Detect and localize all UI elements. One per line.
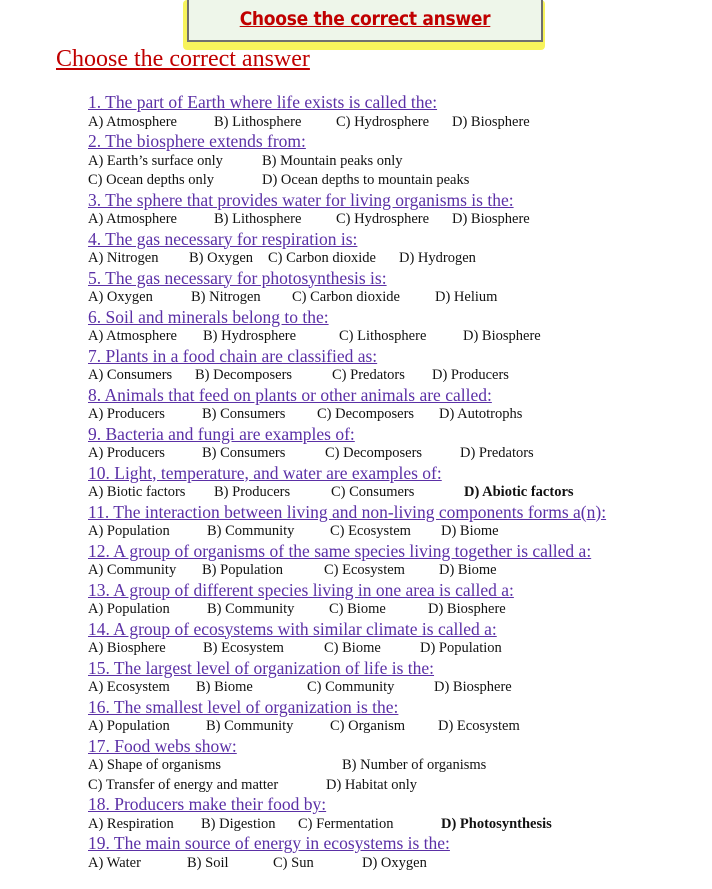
question-7 bbox=[88, 347, 698, 386]
question-8 bbox=[88, 386, 698, 425]
answer-option: C) Biome bbox=[324, 640, 381, 656]
answer-option: B) Community bbox=[207, 601, 295, 617]
answer-option: C) Ecosystem bbox=[330, 523, 411, 539]
question-stem: 14. A group of ecosystems with similar climate is called a: bbox=[88, 618, 497, 639]
answer-option: D) Biosphere bbox=[452, 211, 530, 227]
question-stem: 2. The biosphere extends from: bbox=[88, 131, 306, 151]
options-row bbox=[88, 561, 698, 581]
options-row bbox=[88, 113, 698, 133]
question-10 bbox=[88, 464, 698, 503]
options-row bbox=[88, 600, 698, 620]
options-row bbox=[88, 405, 698, 425]
answer-option: A) Water bbox=[88, 854, 141, 871]
answer-option: B) Mountain peaks only bbox=[262, 152, 403, 169]
answer-option: A) Atmosphere bbox=[88, 113, 177, 130]
question-stem: 8. Animals that feed on plants or other animals are called: bbox=[88, 384, 492, 405]
question-stem: 16. The smallest level of organization is the: bbox=[88, 696, 399, 717]
answer-option: D) Helium bbox=[435, 289, 498, 305]
answer-option: C) Sun bbox=[273, 854, 314, 871]
options-row bbox=[88, 171, 698, 191]
answer-option: B) Soil bbox=[187, 854, 229, 871]
answer-option: A) Producers bbox=[88, 406, 165, 422]
question-3 bbox=[88, 191, 698, 230]
answer-option: A) Respiration bbox=[88, 815, 174, 832]
question-13 bbox=[88, 581, 698, 620]
question-16 bbox=[88, 698, 698, 737]
question-14 bbox=[88, 620, 698, 659]
options-row bbox=[88, 717, 698, 737]
options-row bbox=[88, 756, 698, 776]
question-2 bbox=[88, 132, 698, 191]
question-stem: 1. The part of Earth where life exists is called the: bbox=[88, 92, 438, 112]
options-row bbox=[88, 249, 698, 269]
answer-option: C) Fermentation bbox=[298, 815, 394, 832]
answer-option: C) Lithosphere bbox=[339, 328, 427, 344]
question-stem: 5. The gas necessary for photosynthesis is: bbox=[88, 267, 387, 288]
options-row bbox=[88, 854, 698, 874]
question-stem: 12. A group of organisms of the same species living together is called a: bbox=[88, 540, 592, 561]
question-stem: 19. The main source of energy in ecosystems is the: bbox=[88, 833, 450, 853]
answer-option: D) Hydrogen bbox=[399, 250, 476, 266]
question-stem: 6. Soil and minerals belong to the: bbox=[88, 306, 329, 327]
answer-option: B) Oxygen bbox=[189, 250, 254, 266]
question-list bbox=[88, 93, 698, 873]
answer-option: B) Hydrosphere bbox=[203, 328, 297, 344]
question-stem: 7. Plants in a food chain are classified as: bbox=[88, 345, 378, 366]
options-row bbox=[88, 483, 698, 503]
answer-option: B) Decomposers bbox=[195, 367, 293, 383]
answer-option: D) Biome bbox=[439, 562, 497, 578]
answer-option: A) Population bbox=[88, 718, 170, 734]
answer-option: D) Photosynthesis bbox=[441, 815, 552, 832]
title-banner bbox=[187, 0, 543, 42]
answer-option: D) Biome bbox=[441, 523, 499, 539]
options-row bbox=[88, 639, 698, 659]
answer-option: A) Atmosphere bbox=[88, 328, 177, 344]
question-6 bbox=[88, 308, 698, 347]
answer-option: B) Consumers bbox=[202, 406, 286, 422]
answer-option: B) Ecosystem bbox=[203, 640, 284, 656]
options-row bbox=[88, 444, 698, 464]
options-row bbox=[88, 678, 698, 698]
question-4 bbox=[88, 230, 698, 269]
banner-title: Choose the correct answer bbox=[239, 8, 491, 30]
question-17 bbox=[88, 737, 698, 796]
answer-option: B) Nitrogen bbox=[191, 289, 261, 305]
answer-option: D) Ocean depths to mountain peaks bbox=[262, 172, 470, 188]
question-stem: 18. Producers make their food by: bbox=[88, 794, 327, 814]
options-row bbox=[88, 776, 698, 796]
answer-option: C) Decomposers bbox=[317, 406, 415, 422]
question-stem: 4. The gas necessary for respiration is: bbox=[88, 228, 358, 249]
answer-option: C) Hydrosphere bbox=[336, 113, 430, 130]
answer-option: A) Nitrogen bbox=[88, 250, 159, 266]
question-stem: 17. Food webs show: bbox=[88, 735, 237, 756]
options-row bbox=[88, 327, 698, 347]
answer-option: C) Biome bbox=[329, 601, 386, 617]
question-9 bbox=[88, 425, 698, 464]
answer-option: C) Carbon dioxide bbox=[292, 289, 400, 305]
question-15 bbox=[88, 659, 698, 698]
answer-option: D) Biosphere bbox=[434, 679, 512, 695]
answer-option: B) Producers bbox=[214, 484, 291, 500]
question-stem: 10. Light, temperature, and water are examples of: bbox=[88, 462, 442, 483]
options-row bbox=[88, 152, 698, 172]
answer-option: A) Population bbox=[88, 601, 170, 617]
question-5 bbox=[88, 269, 698, 308]
question-stem: 13. A group of different species living in one area is called a: bbox=[88, 579, 514, 600]
answer-option: B) Lithosphere bbox=[214, 113, 302, 130]
answer-option: B) Population bbox=[202, 562, 283, 578]
question-stem: 11. The interaction between living and non-living components forms a(n): bbox=[88, 501, 607, 522]
answer-option: D) Predators bbox=[460, 445, 534, 461]
question-stem: 9. Bacteria and fungi are examples of: bbox=[88, 423, 355, 444]
options-row bbox=[88, 210, 698, 230]
question-12 bbox=[88, 542, 698, 581]
question-stem: 3. The sphere that provides water for living organisms is the: bbox=[88, 189, 514, 210]
answer-option: C) Transfer of energy and matter bbox=[88, 776, 279, 793]
answer-option: A) Ecosystem bbox=[88, 679, 170, 695]
answer-option: C) Organism bbox=[330, 718, 406, 734]
options-row bbox=[88, 366, 698, 386]
answer-option: D) Habitat only bbox=[326, 776, 418, 793]
answer-option: D) Oxygen bbox=[362, 854, 427, 871]
answer-option: A) Producers bbox=[88, 445, 165, 461]
answer-option: A) Biosphere bbox=[88, 640, 166, 656]
answer-option: A) Atmosphere bbox=[88, 211, 177, 227]
answer-option: D) Population bbox=[420, 640, 502, 656]
answer-option: D) Biosphere bbox=[452, 113, 530, 130]
answer-option: C) Hydrosphere bbox=[336, 211, 430, 227]
answer-option: B) Lithosphere bbox=[214, 211, 302, 227]
answer-option: C) Ecosystem bbox=[324, 562, 405, 578]
answer-option: A) Shape of organisms bbox=[88, 757, 222, 773]
answer-option: C) Community bbox=[307, 679, 395, 695]
options-row bbox=[88, 288, 698, 308]
answer-option: C) Decomposers bbox=[325, 445, 423, 461]
answer-option: B) Biome bbox=[196, 679, 253, 695]
answer-option: D) Biosphere bbox=[463, 328, 541, 344]
page-heading: Choose the correct answer bbox=[56, 46, 310, 72]
answer-option: A) Consumers bbox=[88, 367, 173, 383]
answer-option: A) Population bbox=[88, 523, 170, 539]
question-19 bbox=[88, 834, 698, 873]
answer-option: A) Biotic factors bbox=[88, 484, 186, 500]
answer-option: D) Ecosystem bbox=[438, 718, 520, 734]
answer-option: D) Biosphere bbox=[428, 601, 506, 617]
answer-option: B) Consumers bbox=[202, 445, 286, 461]
answer-option: B) Number of organisms bbox=[342, 757, 487, 773]
answer-option: C) Predators bbox=[332, 367, 405, 383]
answer-option: C) Consumers bbox=[331, 484, 415, 500]
answer-option: B) Digestion bbox=[201, 815, 276, 832]
answer-option: D) Producers bbox=[432, 367, 509, 383]
options-row bbox=[88, 815, 698, 835]
answer-option: A) Community bbox=[88, 562, 177, 578]
answer-option: B) Community bbox=[206, 718, 294, 734]
answer-option: C) Ocean depths only bbox=[88, 172, 215, 188]
question-1 bbox=[88, 93, 698, 132]
options-row bbox=[88, 522, 698, 542]
answer-option: A) Earth’s surface only bbox=[88, 152, 223, 169]
question-11 bbox=[88, 503, 698, 542]
answer-option: B) Community bbox=[207, 523, 295, 539]
answer-option: A) Oxygen bbox=[88, 289, 153, 305]
question-18 bbox=[88, 795, 698, 834]
question-stem: 15. The largest level of organization of life is the: bbox=[88, 657, 435, 678]
answer-option: D) Abiotic factors bbox=[464, 484, 574, 500]
answer-option: C) Carbon dioxide bbox=[268, 250, 376, 266]
answer-option: D) Autotrophs bbox=[439, 406, 523, 422]
